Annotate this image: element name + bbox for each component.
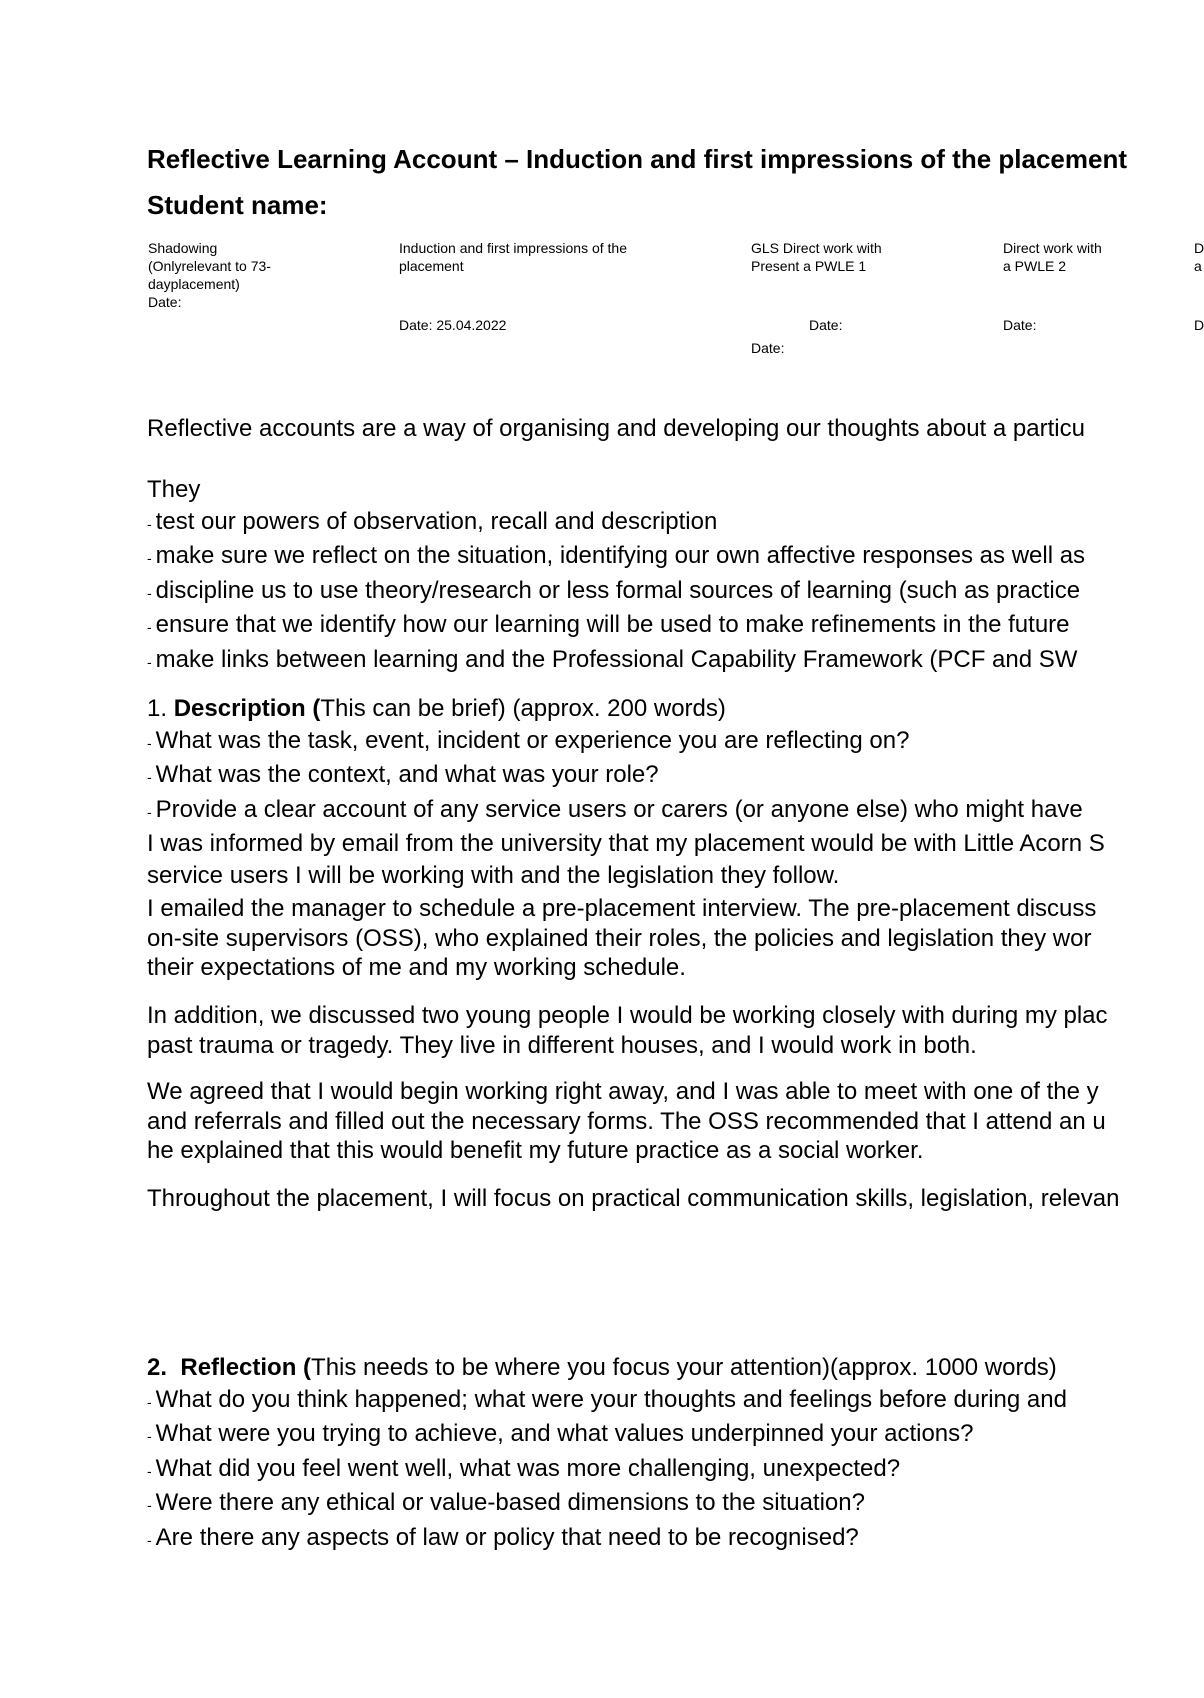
section-1-prompt bbox=[147, 794, 1105, 829]
section-1-number: 1. bbox=[147, 695, 168, 722]
dash-glyph: - bbox=[147, 1462, 152, 1479]
paragraph-line: on-site supervisors (OSS), who explained their roles, the policies and legislation they wor bbox=[147, 924, 1092, 952]
dash-glyph: - bbox=[147, 550, 152, 566]
section-2-prompt bbox=[147, 1384, 1067, 1419]
section-2-prompt-text: What were you trying to achieve, and what values underpinned your actions? bbox=[155, 1420, 974, 1447]
section-2-prompt-text: Were there any ethical or value-based dimensions to the situation? bbox=[155, 1489, 865, 1516]
student-name-label: Student name: bbox=[147, 190, 328, 220]
section-1 bbox=[147, 693, 1105, 891]
intro-list bbox=[147, 474, 1085, 678]
intro-bullet-text: discipline us to use theory/research or less formal sources of learning (such as practice bbox=[155, 576, 1081, 604]
header-cell-text: a PWLE 2 bbox=[1003, 258, 1067, 274]
dash-glyph: - bbox=[147, 734, 152, 751]
section-1-paragraph-line: I was informed by email from the university that my placement would be with Little Acorn S bbox=[147, 830, 1105, 857]
intro-bullet bbox=[147, 609, 1085, 644]
paragraph-line: We agreed that I would begin working right away, and I was able to meet with one of the y bbox=[147, 1078, 1099, 1105]
section-1-subtitle: This can be brief) (approx. 200 words) bbox=[320, 695, 726, 722]
paragraph-line: I emailed the manager to schedule a pre-placement interview. The pre-placement discuss bbox=[147, 895, 1097, 922]
header-col-induction bbox=[399, 239, 627, 275]
intro-bullet bbox=[147, 575, 1085, 610]
section-1-heading bbox=[147, 693, 1105, 725]
section-1-title: Description ( bbox=[173, 695, 321, 722]
section-2-heading bbox=[147, 1352, 1067, 1384]
intro-they: They bbox=[147, 476, 201, 503]
intro-bullet-text: make links between learning and the Professional Capability Framework (PCF and SW bbox=[155, 645, 1078, 673]
header-cell-text: dayplacement) bbox=[148, 276, 240, 292]
header-cell-text: a bbox=[1194, 258, 1202, 274]
header-cell-text: D bbox=[1194, 240, 1204, 256]
dash-glyph: - bbox=[147, 619, 152, 635]
header-cell-text: GLS Direct work with bbox=[751, 240, 882, 256]
section-2-number: 2. bbox=[147, 1354, 168, 1381]
dash-glyph: - bbox=[147, 1428, 152, 1444]
header-col-gls-date: Date: bbox=[809, 317, 843, 333]
paragraph-line: Throughout the placement, I will focus on practical communication skills, legislation, relevan bbox=[147, 1185, 1120, 1212]
section-1-paragraph-5 bbox=[147, 1183, 1119, 1215]
header-col-pwle2-date: Date: bbox=[1003, 317, 1037, 333]
intro-bullet bbox=[147, 644, 1085, 679]
section-1-prompt bbox=[147, 759, 1105, 794]
section-1-paragraph-2 bbox=[147, 894, 1096, 983]
header-cell-text: Induction and first impressions of the bbox=[399, 240, 628, 256]
intro-sentence: Reflective accounts are a way of organising and developing our thoughts about a particu bbox=[147, 415, 1085, 442]
header-cell-text: Present a PWLE 1 bbox=[751, 258, 867, 274]
section-1-prompt-text: What was the task, event, incident or experience you are reflecting on? bbox=[155, 726, 910, 754]
section-2-prompt bbox=[147, 1418, 1067, 1453]
paragraph-line: In addition, we discussed two young people I would be working closely with during my plac bbox=[147, 1002, 1108, 1029]
header-col-shadowing bbox=[148, 239, 271, 311]
section-2-prompt bbox=[147, 1487, 1067, 1522]
section-1-prompt bbox=[147, 725, 1105, 760]
header-cell-text: Shadowing bbox=[148, 240, 218, 256]
intro-bullet bbox=[147, 506, 1085, 541]
document-title: Reflective Learning Account – Induction and first impressions of the placement bbox=[147, 144, 1127, 174]
section-2 bbox=[147, 1352, 1067, 1556]
section-1-paragraph-line: service users I will be working with and the legislation they follow. bbox=[147, 861, 840, 889]
section-2-prompt-text: Are there any aspects of law or policy that need to be recognised? bbox=[155, 1523, 859, 1551]
dash-glyph: - bbox=[147, 803, 152, 820]
header-cell-text: (Onlyrelevant to 73- bbox=[148, 258, 271, 274]
header-col-cut bbox=[1194, 239, 1204, 275]
paragraph-line: past trauma or tragedy. They live in different houses, and I would work in both. bbox=[147, 1031, 977, 1059]
dash-glyph: - bbox=[147, 653, 152, 670]
header-cell-text: placement bbox=[399, 258, 464, 274]
section-1-paragraph-3 bbox=[147, 1001, 1108, 1060]
dash-glyph: - bbox=[147, 515, 152, 532]
intro-bullet bbox=[147, 540, 1085, 575]
header-col-pwle2 bbox=[1003, 239, 1102, 275]
paragraph-line: and referrals and filled out the necessary forms. The OSS recommended that I attend an u bbox=[147, 1107, 1106, 1135]
header-cell-date: Date: bbox=[148, 294, 182, 310]
section-1-prompt-text: What was the context, and what was your role? bbox=[155, 761, 659, 788]
header-col-cut-date: D bbox=[1194, 317, 1204, 333]
dash-glyph: - bbox=[147, 1393, 152, 1410]
section-2-prompt bbox=[147, 1522, 1067, 1557]
intro-bullet-text: test our powers of observation, recall and description bbox=[155, 507, 718, 535]
header-col-gls-date-2: Date: bbox=[751, 340, 785, 356]
dash-glyph: - bbox=[147, 1497, 152, 1513]
header-col-induction-date: Date: 25.04.2022 bbox=[399, 317, 507, 333]
section-1-paragraph-4 bbox=[147, 1077, 1106, 1166]
section-2-prompt bbox=[147, 1453, 1067, 1488]
section-2-title: Reflection ( bbox=[180, 1354, 312, 1381]
intro-bullet-text: ensure that we identify how our learning will be used to make refinements in the future bbox=[155, 611, 1070, 638]
header-col-gls bbox=[751, 239, 882, 275]
dash-glyph: - bbox=[147, 1531, 152, 1548]
section-2-prompt-text: What do you think happened; what were your thoughts and feelings before during and bbox=[155, 1385, 1067, 1413]
section-2-prompt-text: What did you feel went well, what was more challenging, unexpected? bbox=[155, 1454, 901, 1482]
paragraph-line: he explained that this would benefit my future practice as a social worker. bbox=[147, 1137, 924, 1164]
dash-glyph: - bbox=[147, 584, 152, 601]
section-1-prompt-text: Provide a clear account of any service users or carers (or anyone else) who might have bbox=[155, 795, 1083, 823]
intro-bullet-text: make sure we reflect on the situation, identifying our own affective responses as well as bbox=[155, 542, 1086, 569]
section-2-subtitle: This needs to be where you focus your attention)(approx. 1000 words) bbox=[311, 1354, 1057, 1381]
dash-glyph: - bbox=[147, 769, 152, 785]
paragraph-line: their expectations of me and my working schedule. bbox=[147, 954, 686, 981]
header-cell-text: Direct work with bbox=[1003, 240, 1102, 256]
